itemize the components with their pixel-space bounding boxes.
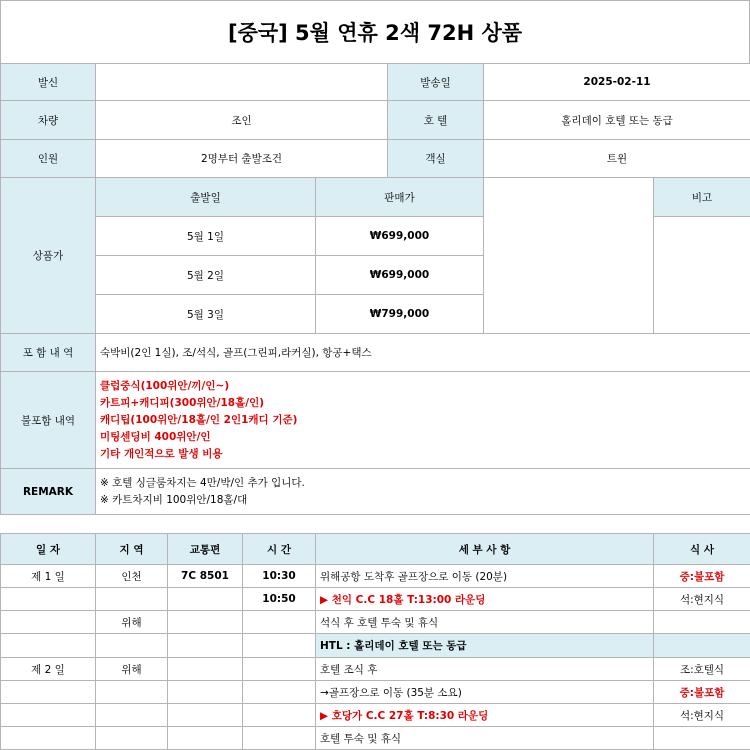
included-label: 포 함 내 역 [1, 334, 96, 372]
excluded-item: 미팅센딩비 400위안/인 [100, 430, 211, 443]
schedule-region [96, 704, 168, 727]
schedule-time: 10:50 [243, 588, 316, 611]
schedule-time [243, 704, 316, 727]
people-value: 2명부터 출발조건 [96, 140, 388, 178]
schedule-header-meal: 식 사 [654, 534, 750, 565]
send-date-label: 발송일 [388, 64, 484, 101]
schedule-detail: ▶ 호당가 C.C 27홀 T:8:30 라운딩 [316, 704, 654, 727]
schedule-region [96, 634, 168, 658]
schedule-transport [168, 611, 243, 634]
schedule-row [1, 611, 750, 634]
schedule-detail: →골프장으로 이동 (35분 소요) [316, 681, 654, 704]
schedule-row [1, 704, 750, 727]
schedule-region: 위해 [96, 611, 168, 634]
schedule-region: 인천 [96, 565, 168, 588]
remark-item: ※ 카트차지비 100위안/18홀/대 [100, 493, 248, 506]
schedule-meal: 중:불포함 [654, 681, 750, 704]
departure-date: 5월 3일 [96, 295, 316, 334]
sender-label: 발신 [1, 64, 96, 101]
excluded-item: 클럽중식(100위안/끼/인~) [100, 379, 230, 392]
schedule-header-detail: 세 부 사 항 [316, 534, 654, 565]
schedule-meal: 석:현지식 [654, 704, 750, 727]
document-title: [중국] 5월 연휴 2색 72H 상품 [0, 0, 750, 64]
excluded-label: 불포함 내역 [1, 372, 96, 469]
schedule-time [243, 658, 316, 681]
schedule-day: 제 1 일 [1, 565, 96, 588]
schedule-day [1, 611, 96, 634]
schedule-transport [168, 658, 243, 681]
note-col-header: 비고 [654, 178, 750, 217]
schedule-day [1, 588, 96, 611]
vehicle-label: 차량 [1, 101, 96, 140]
excluded-item: 캐디팁(100위안/18홀/인 2인1캐디 기준) [100, 413, 298, 426]
schedule-row [1, 658, 750, 681]
schedule-transport [168, 588, 243, 611]
schedule-transport [168, 634, 243, 658]
schedule-row [1, 634, 750, 658]
schedule-detail: 호텔 조식 후 [316, 658, 654, 681]
remark-list [96, 469, 750, 515]
schedule-detail: 석식 후 호텔 투숙 및 휴식 [316, 611, 654, 634]
schedule-day [1, 727, 96, 750]
schedule-day [1, 634, 96, 658]
schedule-time [243, 727, 316, 750]
schedule-region: 위해 [96, 658, 168, 681]
price-value: ₩699,000 [316, 217, 484, 256]
vehicle-value: 조인 [96, 101, 388, 140]
price-empty-cell [484, 178, 654, 334]
schedule-row [1, 565, 750, 588]
schedule-detail: ▶ 천익 C.C 18홀 T:13:00 라운딩 [316, 588, 654, 611]
schedule-day [1, 704, 96, 727]
excluded-list [96, 372, 750, 469]
schedule-row [1, 681, 750, 704]
hotel-info-row: HTL : 홀리데이 호텔 또는 동급 [316, 634, 654, 658]
price-label: 상품가 [1, 178, 96, 334]
departure-date: 5월 2일 [96, 256, 316, 295]
schedule-time [243, 611, 316, 634]
departure-col-header: 출발일 [96, 178, 316, 217]
schedule-table [0, 533, 750, 750]
hotel-label: 호 텔 [388, 101, 484, 140]
send-date-value: 2025-02-11 [484, 64, 750, 101]
schedule-meal [654, 611, 750, 634]
people-label: 인원 [1, 140, 96, 178]
schedule-time [243, 634, 316, 658]
schedule-meal: 조:호텔식 [654, 658, 750, 681]
schedule-transport: 7C 8501 [168, 565, 243, 588]
schedule-header-transport: 교통편 [168, 534, 243, 565]
schedule-meal [654, 634, 750, 658]
price-col-header: 판매가 [316, 178, 484, 217]
note-cell [654, 217, 750, 334]
schedule-meal: 중:불포함 [654, 565, 750, 588]
schedule-header-day: 일 자 [1, 534, 96, 565]
excluded-item: 기타 개인적으로 발생 비용 [100, 447, 223, 460]
schedule-region [96, 727, 168, 750]
schedule-transport [168, 727, 243, 750]
price-value: ₩699,000 [316, 256, 484, 295]
room-label: 객실 [388, 140, 484, 178]
included-text: 숙박비(2인 1실), 조/석식, 골프(그린피,라커실), 항공+택스 [96, 334, 750, 372]
schedule-row [1, 588, 750, 611]
schedule-day [1, 681, 96, 704]
schedule-time: 10:30 [243, 565, 316, 588]
schedule-region [96, 588, 168, 611]
sender-value [96, 64, 388, 101]
schedule-transport [168, 704, 243, 727]
schedule-transport [168, 681, 243, 704]
hotel-value: 홀리데이 호텔 또는 동급 [484, 101, 750, 140]
schedule-detail: 호텔 투숙 및 휴식 [316, 727, 654, 750]
schedule-meal: 석:현지식 [654, 588, 750, 611]
schedule-time [243, 681, 316, 704]
schedule-day: 제 2 일 [1, 658, 96, 681]
excluded-item: 카트피+캐디피(300위안/18홀/인) [100, 396, 265, 409]
schedule-header-region: 지 역 [96, 534, 168, 565]
price-value: ₩799,000 [316, 295, 484, 334]
schedule-row [1, 727, 750, 750]
schedule-meal [654, 727, 750, 750]
schedule-detail: 위해공항 도착후 골프장으로 이동 (20분) [316, 565, 654, 588]
schedule-region [96, 681, 168, 704]
schedule-header-time: 시 간 [243, 534, 316, 565]
product-info-table [0, 63, 750, 515]
departure-date: 5월 1일 [96, 217, 316, 256]
remark-label: REMARK [1, 469, 96, 515]
remark-item: ※ 호텔 싱글룸차지는 4만/박/인 추가 입니다. [100, 476, 305, 489]
room-value: 트윈 [484, 140, 750, 178]
